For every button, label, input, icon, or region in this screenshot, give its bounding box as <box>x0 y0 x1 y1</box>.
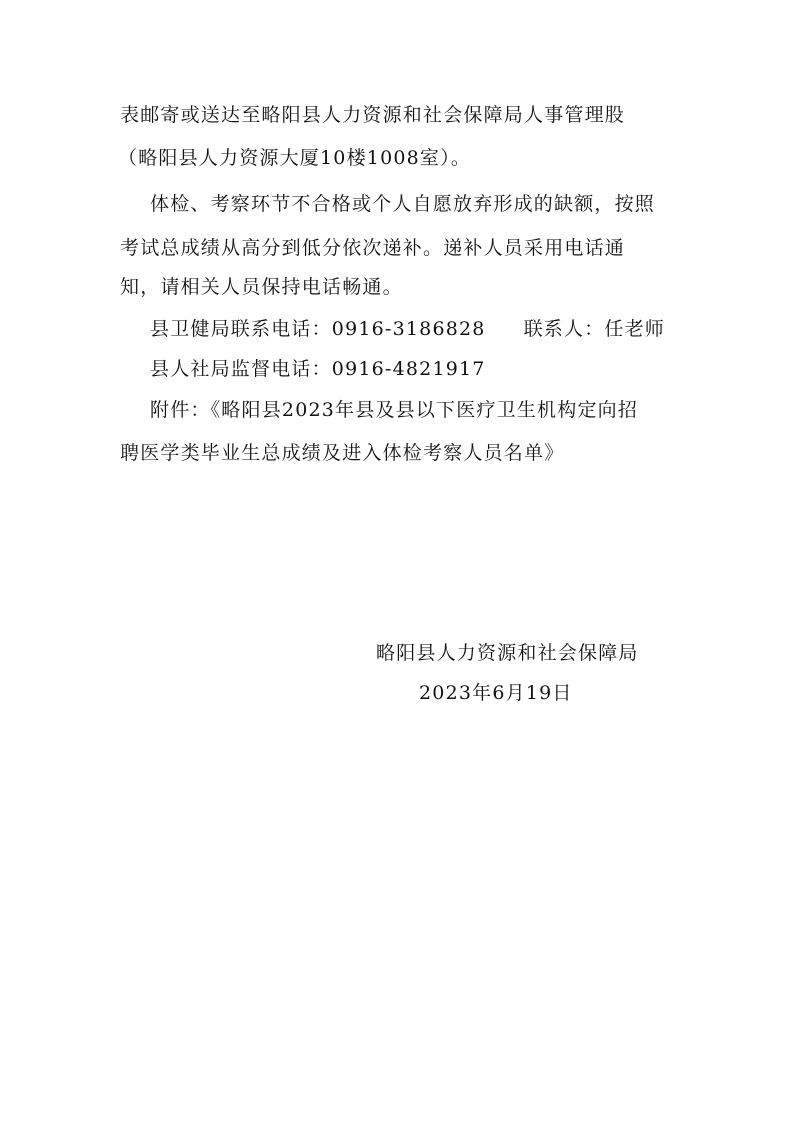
contact-line <box>150 317 665 341</box>
supervision-phone: 县人社局监督电话：0916-4821917 <box>150 358 486 380</box>
body-line-4: 考试总成绩从高分到低分依次递补。递补人员采用电话通 <box>120 237 626 259</box>
contact-person: 联系人：任老师 <box>523 318 665 340</box>
body-line-2: （略阳县人力资源大厦10楼1008室）。 <box>118 147 472 169</box>
body-line-3: 体检、考察环节不合格或个人自愿放弃形成的缺额，按照 <box>150 193 656 215</box>
attachment-line-2: 聘医学类毕业生总成绩及进入体检考察人员名单》 <box>120 442 565 464</box>
attachment-line-1: 附件：《略阳县2023年县及县以下医疗卫生机构定向招 <box>150 399 639 421</box>
signature-date: 2023年6月19日 <box>419 682 573 704</box>
body-line-5: 知，请相关人员保持电话畅通。 <box>120 276 403 298</box>
health-bureau-phone: 县卫健局联系电话：0916-3186828 <box>150 318 486 340</box>
signature-organization: 略阳县人力资源和社会保障局 <box>376 642 639 664</box>
body-line-1: 表邮寄或送达至略阳县人力资源和社会保障局人事管理股 <box>120 104 626 126</box>
